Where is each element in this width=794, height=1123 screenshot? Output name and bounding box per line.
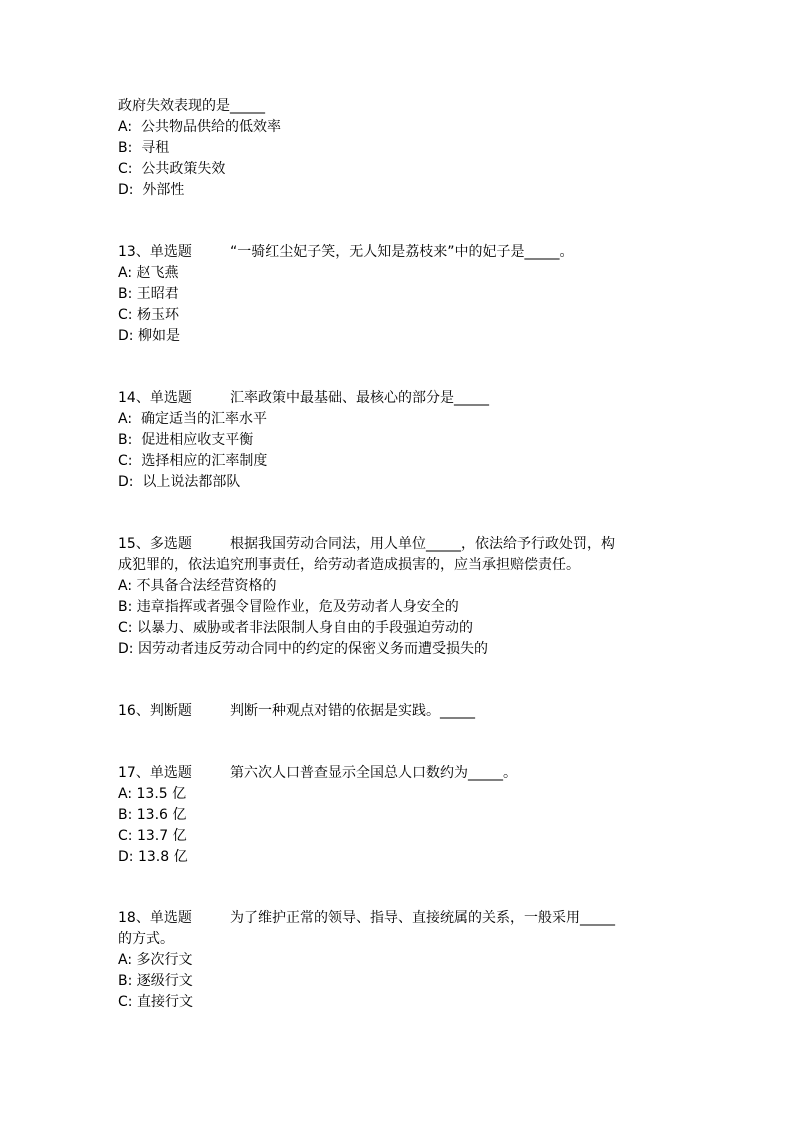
question-type: 18、单选题 [118, 910, 192, 926]
question-text: “一骑红尘妃子笑，无人知是荔枝来”中的妃子是_____。 [230, 244, 574, 260]
question-14-header [118, 388, 489, 409]
question-13-option-b: B: 王昭君 [118, 286, 179, 302]
question-17-header [118, 763, 517, 784]
question-12-option-b: B: 寻租 [118, 140, 170, 156]
question-12-option-d: D: 外部性 [118, 182, 185, 198]
question-18-option-c: C: 直接行文 [118, 994, 193, 1010]
question-15-option-d: D: 因劳动者违反劳动合同中的约定的保密义务而遭受损失的 [118, 641, 488, 657]
question-text: 汇率政策中最基础、最核心的部分是_____ [230, 390, 489, 406]
question-type: 16、判断题 [118, 703, 192, 719]
question-text: 为了维护正常的领导、指导、直接统属的关系，一般采用_____ [230, 910, 615, 926]
question-14-option-a: A: 确定适当的汇率水平 [118, 411, 267, 427]
question-type: 17、单选题 [118, 765, 192, 781]
question-13-header [118, 242, 574, 263]
question-12-option-a: A: 公共物品供给的低效率 [118, 119, 281, 135]
question-13-option-a: A: 赵飞燕 [118, 265, 179, 281]
question-15-option-c: C: 以暴力、威胁或者非法限制人身自由的手段强迫劳动的 [118, 620, 473, 636]
question-14-option-d: D: 以上说法都部队 [118, 474, 241, 490]
question-13-option-d: D: 柳如是 [118, 328, 180, 344]
question-type: 14、单选题 [118, 390, 192, 406]
question-16-header [118, 701, 475, 722]
question-text: 第六次人口普查显示全国总人口数约为_____。 [230, 765, 517, 781]
question-18-header [118, 908, 615, 929]
question-14-option-c: C: 选择相应的汇率制度 [118, 453, 268, 469]
question-type: 13、单选题 [118, 244, 192, 260]
question-text: 判断一种观点对错的依据是实践。_____ [230, 703, 475, 719]
question-13-option-c: C: 杨玉环 [118, 307, 179, 323]
question-18-text-continued: 的方式。 [118, 931, 174, 947]
question-18-option-a: A: 多次行文 [118, 952, 193, 968]
question-12-option-c: C: 公共政策失效 [118, 161, 226, 177]
question-18-option-b: B: 逐级行文 [118, 973, 193, 989]
question-14-option-b: B: 促进相应收支平衡 [118, 432, 254, 448]
question-12-text: 政府失效表现的是_____ [118, 98, 265, 114]
question-17-option-a: A: 13.5 亿 [118, 786, 187, 802]
question-15-option-b: B: 违章指挥或者强令冒险作业，危及劳动者人身安全的 [118, 599, 459, 615]
question-15-header [118, 534, 615, 555]
question-17-option-d: D: 13.8 亿 [118, 849, 188, 865]
question-17-option-c: C: 13.7 亿 [118, 828, 187, 844]
question-type: 15、多选题 [118, 536, 192, 552]
question-text: 根据我国劳动合同法，用人单位_____，依法给予行政处罚，构 [230, 536, 615, 552]
question-15-option-a: A: 不具备合法经营资格的 [118, 578, 277, 594]
question-17-option-b: B: 13.6 亿 [118, 807, 187, 823]
question-15-text-continued: 成犯罪的，依法追究刑事责任，给劳动者造成损害的，应当承担赔偿责任。 [118, 557, 580, 573]
